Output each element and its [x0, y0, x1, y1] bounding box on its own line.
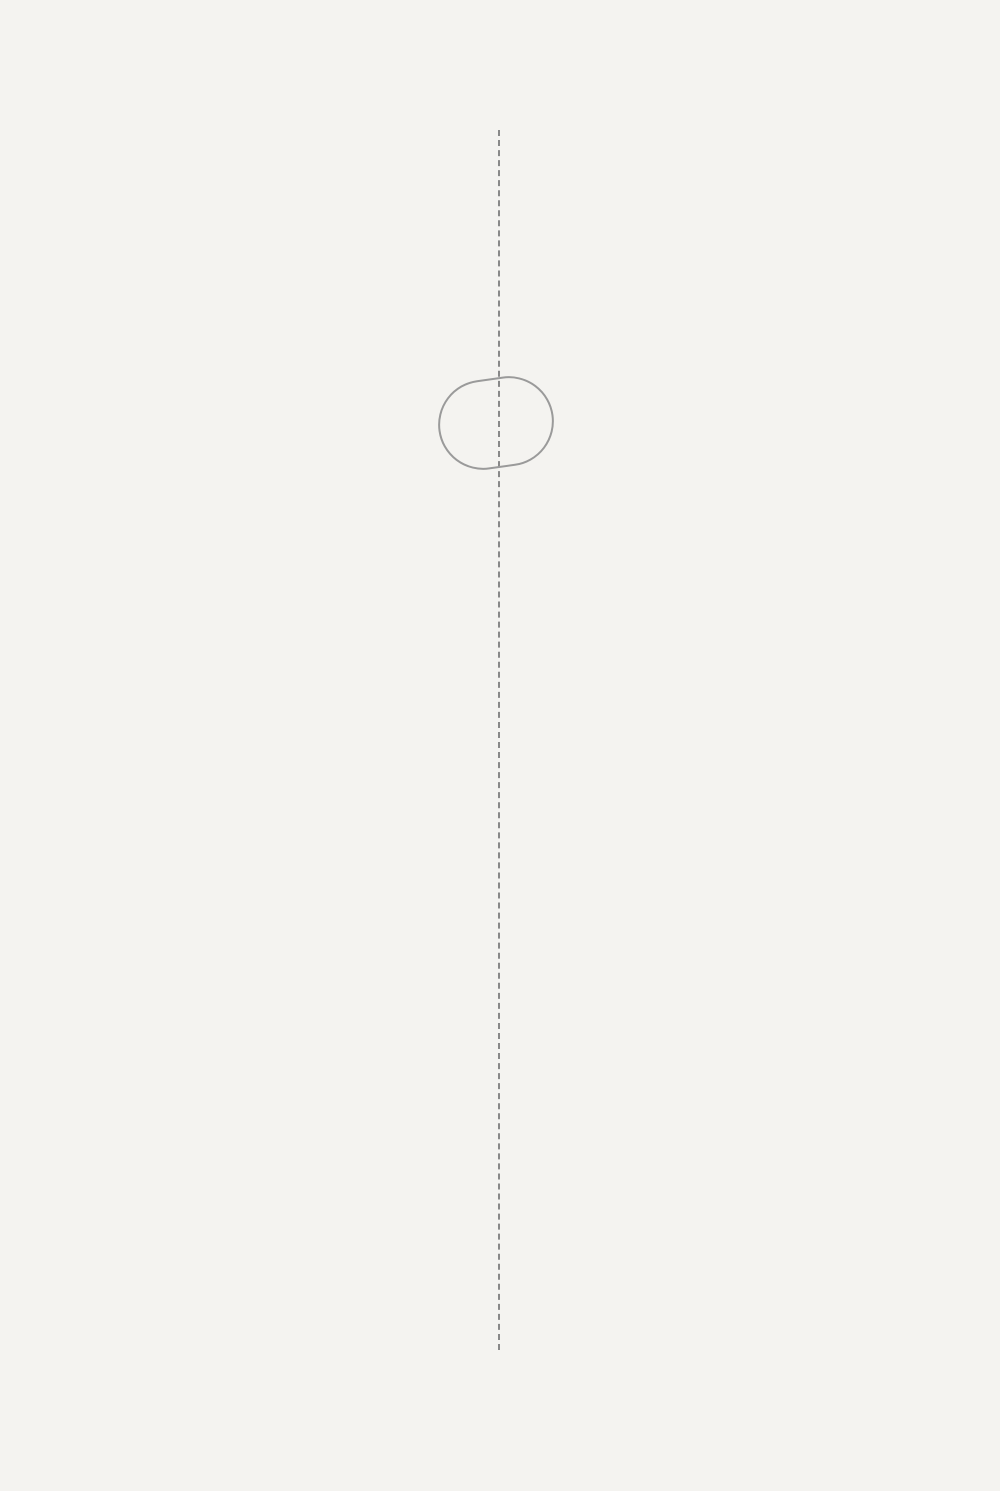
stamp-line3 [436, 381, 547, 397]
homework-stamp [432, 370, 559, 475]
column-divider [498, 130, 500, 1350]
stamp-line2 [436, 381, 547, 397]
stamp-line1 [436, 381, 547, 397]
page-footer [92, 1343, 144, 1365]
